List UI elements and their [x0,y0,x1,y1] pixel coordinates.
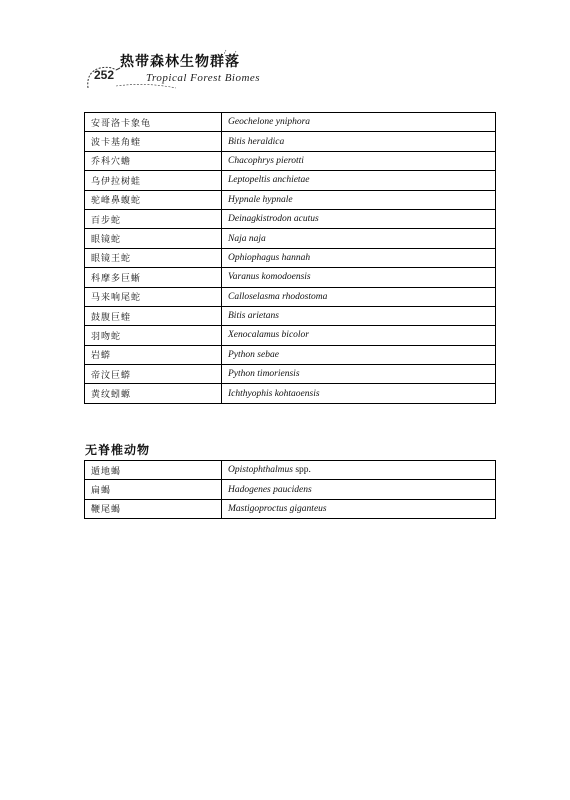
scientific-name-cell [222,151,496,170]
scientific-name: Ophiophagus hannah [228,252,311,263]
scientific-name: Varanus komodoensis [228,272,311,283]
scientific-name-cell [222,384,496,403]
scientific-name: Naja naja [228,233,266,244]
scientific-name-cell [222,365,496,384]
common-name-cell: 岩蟒 [85,345,222,364]
common-name-cell: 鞭尾蝎 [85,499,222,518]
scientific-name: Chacophrys pierotti [228,155,304,166]
scientific-name-cell [222,209,496,228]
scientific-name: Calloselasma rhodostoma [228,291,328,302]
common-name-cell: 鼓腹巨蝰 [85,306,222,325]
scientific-name-cell [222,326,496,345]
table-row [85,461,496,480]
scientific-name: Bitis heraldica [228,136,285,147]
common-name-cell: 波卡基角蝰 [85,132,222,151]
scientific-name-cell [222,345,496,364]
common-name-cell: 乔科穴蟾 [85,151,222,170]
scientific-name-cell [222,268,496,287]
scientific-name-cell [222,287,496,306]
scientific-name-cell [222,132,496,151]
common-name-cell: 眼镜蛇 [85,229,222,248]
reptiles-amphibians-table [84,112,496,404]
table-row [85,287,496,306]
section-heading: 无脊椎动物 [85,443,151,457]
common-name-cell: 黄纹蚓螈 [85,384,222,403]
table-row [85,113,496,132]
scientific-name: Mastigoproctus giganteus [228,503,327,514]
table-row [85,365,496,384]
scientific-name: Hypnale hypnale [228,194,293,205]
scientific-name: Bitis arietans [228,311,279,322]
common-name-cell: 百步蛇 [85,209,222,228]
invertebrates-table-body [85,461,496,519]
table-row [85,248,496,267]
table-row [85,384,496,403]
scientific-name: Deinagkistrodon acutus [228,214,319,225]
invertebrates-table [84,460,496,519]
table-row [85,229,496,248]
book-title: 热带森林生物群落 [120,54,240,70]
common-name-cell: 眼镜王蛇 [85,248,222,267]
page-header [86,48,386,96]
page-number: 252 [94,68,115,82]
scientific-name-cell [222,306,496,325]
scientific-name: Ichthyophis kohtaoensis [228,388,320,399]
book-subtitle: Tropical Forest Biomes [146,72,261,84]
common-name-cell: 扁蝎 [85,480,222,499]
scientific-name-cell [222,113,496,132]
common-name-cell: 帝汶巨蟒 [85,365,222,384]
scientific-name-cell [222,190,496,209]
common-name-cell: 遁地蝎 [85,461,222,480]
scientific-name-cell [222,229,496,248]
common-name-cell: 羽吻蛇 [85,326,222,345]
table-row [85,190,496,209]
common-name-cell: 乌伊拉树蛙 [85,171,222,190]
common-name-cell: 驼峰鼻蝮蛇 [85,190,222,209]
scientific-name: Hadogenes paucidens [228,484,312,495]
scientific-name: Leptopeltis anchietae [228,175,310,186]
scientific-name-cell [222,480,496,499]
table-row [85,171,496,190]
scientific-name-cell [222,171,496,190]
table-row [85,480,496,499]
scientific-name-cell [222,248,496,267]
scientific-name-cell [222,499,496,518]
common-name-cell: 马来响尾蛇 [85,287,222,306]
table-row [85,499,496,518]
scientific-name-cell [222,461,496,480]
scientific-name: Python sebae [228,349,279,360]
common-name-cell: 安哥洛卡象龟 [85,113,222,132]
scientific-name: Opistophthalmus [228,465,293,476]
table-row [85,345,496,364]
table-row [85,132,496,151]
common-name-cell: 科摩多巨蜥 [85,268,222,287]
scientific-name: Geochelone yniphora [228,117,311,128]
reptiles-amphibians-table-body [85,113,496,404]
table-row [85,209,496,228]
scientific-name: Python timoriensis [228,369,300,380]
table-row [85,151,496,170]
table-row [85,268,496,287]
scientific-name: Xenocalamus bicolor [228,330,310,341]
table-row [85,306,496,325]
table-row [85,326,496,345]
scientific-name-suffix: spp. [295,465,311,476]
